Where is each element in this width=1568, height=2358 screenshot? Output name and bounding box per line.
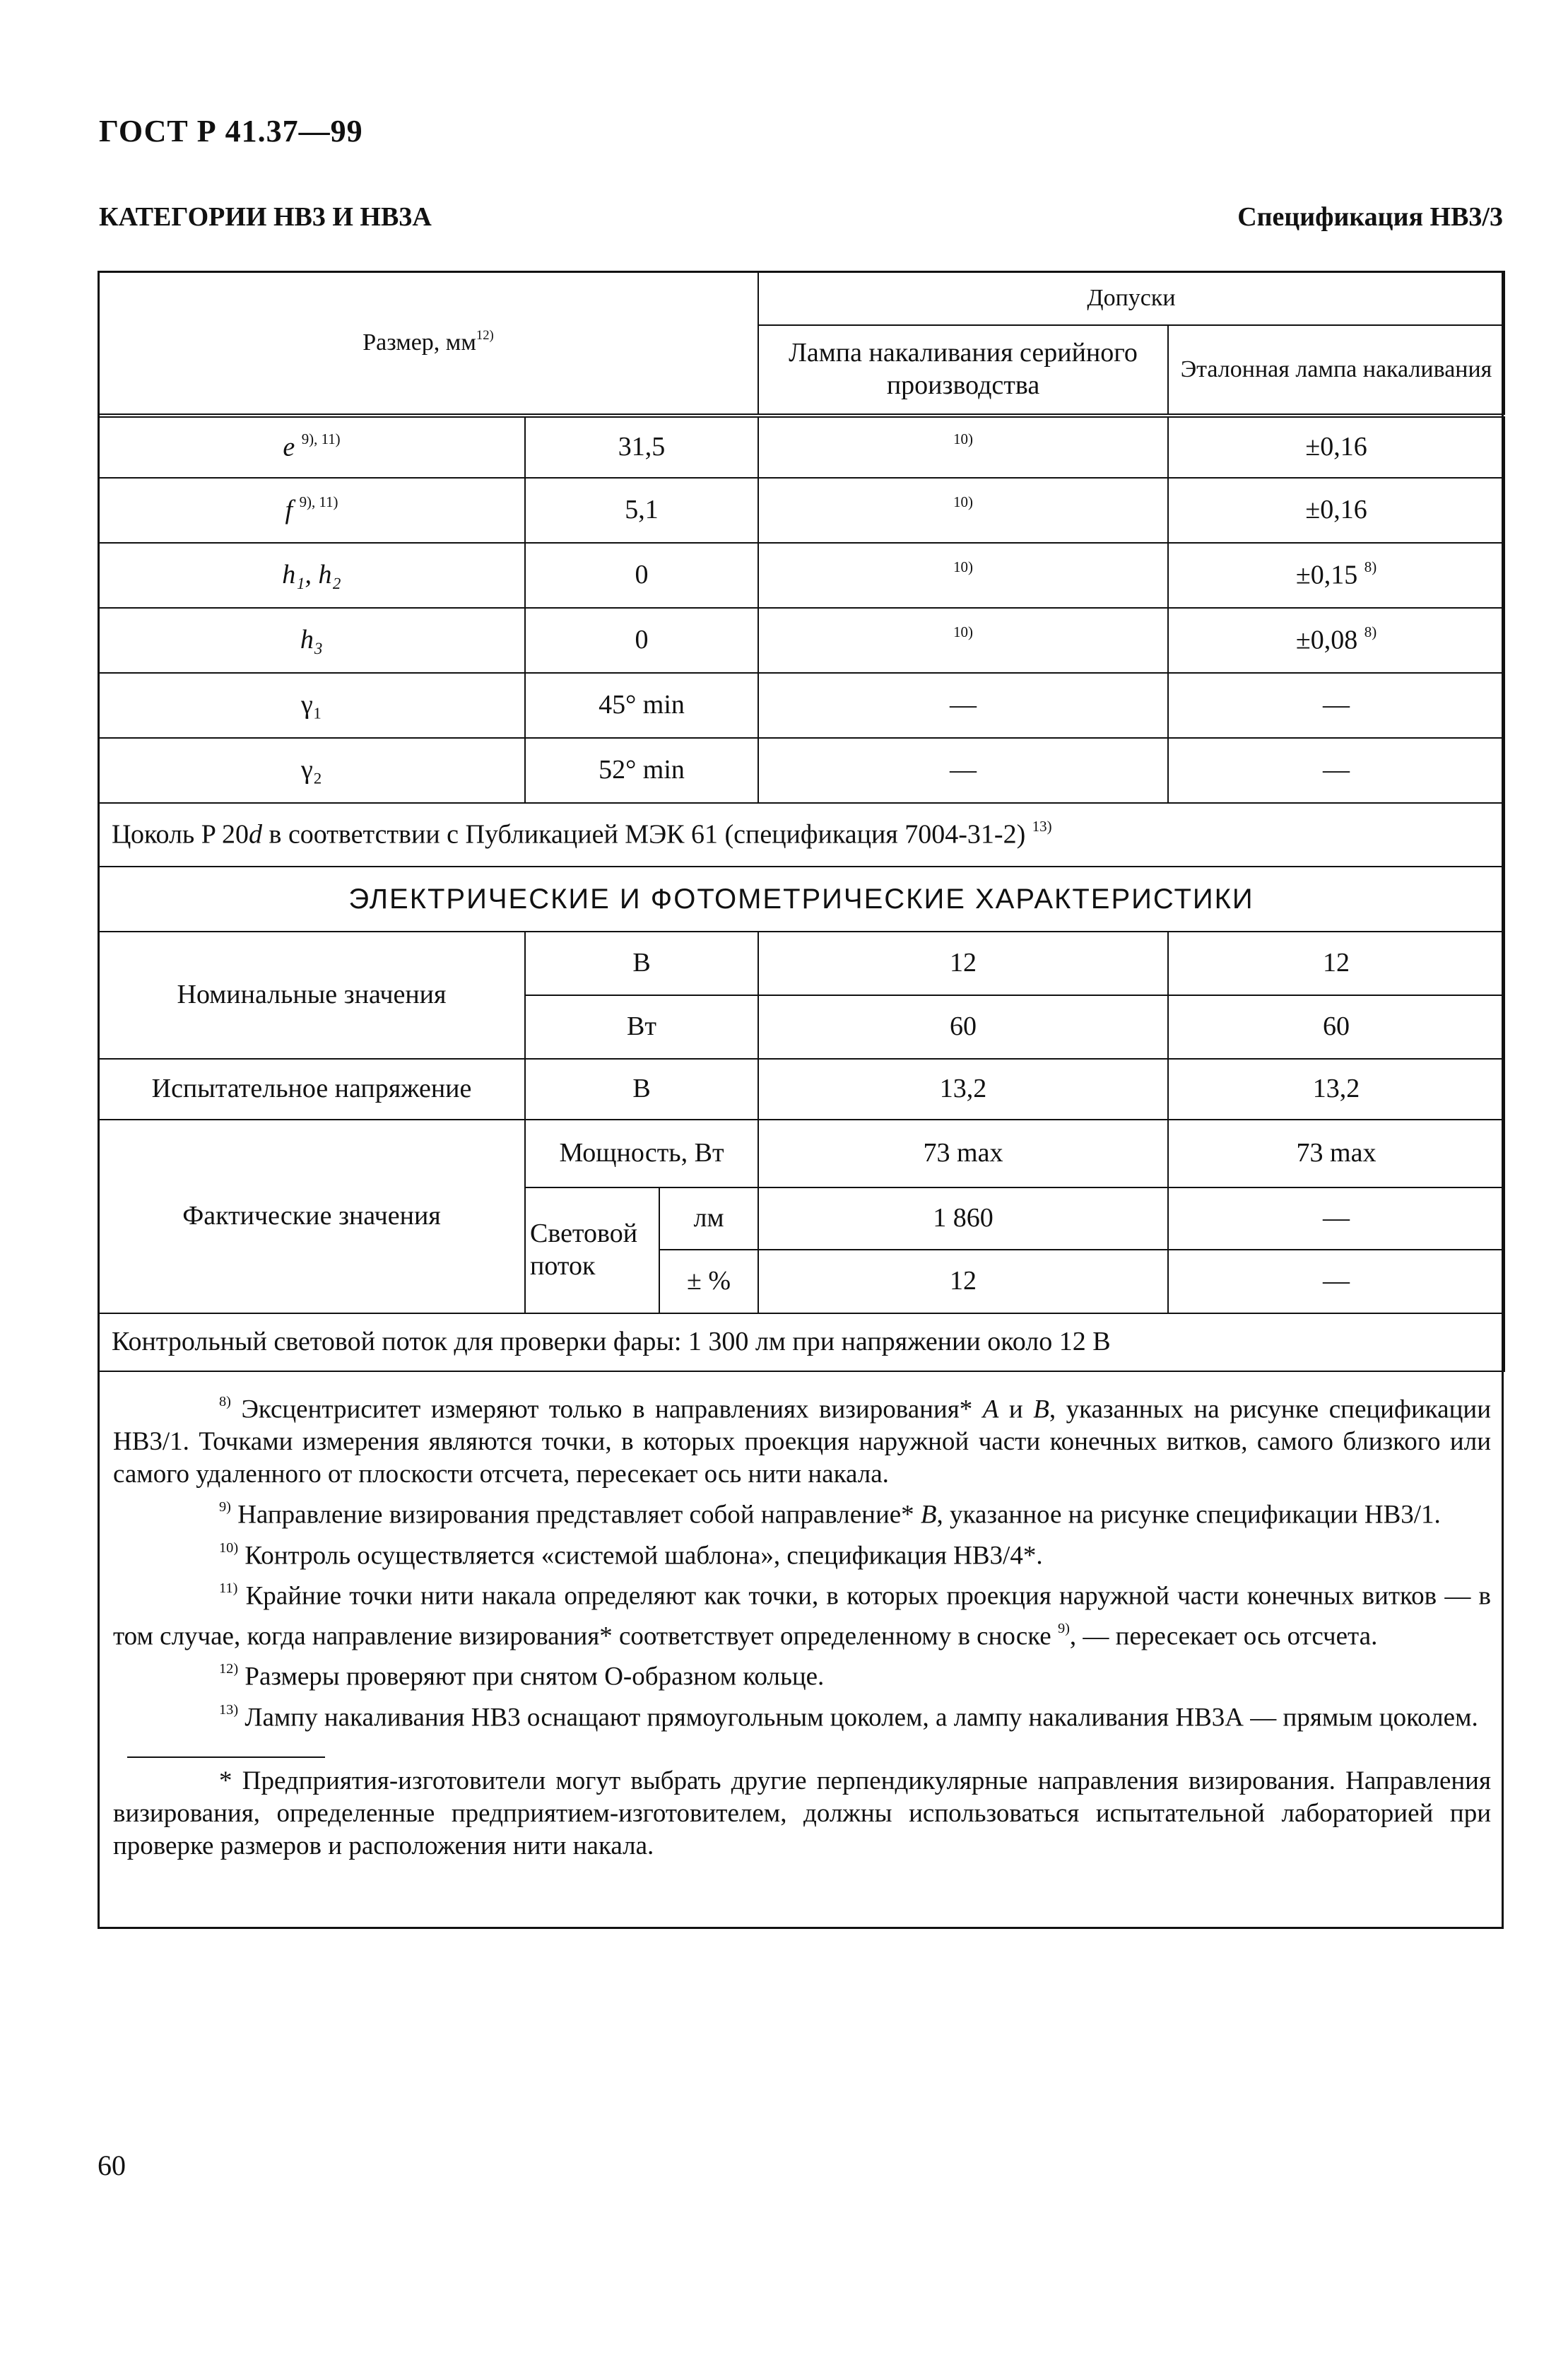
serial-tolerance: 10) <box>758 543 1168 608</box>
flux-pct-reference: — <box>1168 1250 1504 1313</box>
dimension-value: 52° min <box>525 738 758 803</box>
test-voltage-unit: В <box>525 1059 758 1120</box>
document-title: ГОСТ Р 41.37—99 <box>99 114 363 148</box>
nominal-v-unit: В <box>525 932 758 995</box>
star-footnote: * Предприятия-изготовители могут выбрать другие перпендикулярные направления визирования. Направления визирования, определенные предприятием-изготовителем, должны использоваться испытательной лабораторией при проверке размеров и расположения нити накала. <box>113 1766 1491 1860</box>
table-row <box>98 738 1504 803</box>
dimension-name: h₁, h₂ <box>98 543 525 608</box>
footnote-11: $^{11)}$ Крайние точки нити накала определяют как точки, в которых проекция наружной части конечных витков — в том случае, когда направление визирования* соответствует определенному в сноске $^{9)}$, — пересекает ось отсчета. <box>113 1580 1491 1651</box>
dimension-name: e $^{9), 11)}$ <box>98 416 525 478</box>
table-row <box>98 543 1504 608</box>
serial-lamp-header: Лампа накаливания серийного производства <box>758 325 1168 416</box>
flux-lm-serial: 1 860 <box>758 1187 1168 1250</box>
reference-tolerance: ±0,16 <box>1168 478 1504 543</box>
dimension-value: 0 <box>525 543 758 608</box>
nominal-v-serial: 12 <box>758 932 1168 995</box>
dimension-value: 0 <box>525 608 758 673</box>
dimension-name: γ₂ <box>98 738 525 803</box>
dimension-name: f $^{9), 11)}$ <box>98 478 525 543</box>
serial-tolerance: — <box>758 738 1168 803</box>
flux-lm-reference: — <box>1168 1187 1504 1250</box>
tolerances-header: Допуски <box>758 271 1504 325</box>
power-reference: 73 max <box>1168 1120 1504 1187</box>
control-flux-row <box>98 1313 1504 1371</box>
table-row <box>98 608 1504 673</box>
flux-pct-unit: ± % <box>659 1250 758 1313</box>
table-row <box>98 416 1504 478</box>
nominal-v-reference: 12 <box>1168 932 1504 995</box>
dimension-value: 5,1 <box>525 478 758 543</box>
nominal-w-reference: 60 <box>1168 995 1504 1059</box>
power-serial: 73 max <box>758 1120 1168 1187</box>
serial-tolerance: — <box>758 673 1168 738</box>
reference-tolerance: — <box>1168 673 1504 738</box>
test-voltage-serial: 13,2 <box>758 1059 1168 1120</box>
table-row <box>98 932 1504 995</box>
category-heading: КАТЕГОРИИ НВ3 И НВ3А <box>99 202 432 232</box>
section-row <box>98 867 1504 932</box>
reference-lamp-header: Эталонная лампа накаливания <box>1168 325 1504 416</box>
cap-row <box>98 803 1504 867</box>
dimension-name: γ₁ <box>98 673 525 738</box>
reference-tolerance: ±0,15 $^{8)}$ <box>1168 543 1504 608</box>
footnote-12: $^{12)}$ Размеры проверяют при снятом О-образном кольце. <box>219 1661 825 1691</box>
flux-lm-unit: лм <box>659 1187 758 1250</box>
nominal-w-serial: 60 <box>758 995 1168 1059</box>
serial-tolerance: 10) <box>758 416 1168 478</box>
table-header-row <box>98 271 1504 325</box>
control-flux-text: Контрольный световой поток для проверки фары: 1 300 лм при напряжении около 12 В <box>98 1313 1504 1371</box>
footnote-divider <box>127 1756 325 1758</box>
table-row <box>98 1120 1504 1187</box>
footnote-9: $^{9)}$ Направление визирования представляет собой направление* B, указанное на рисунке спецификации НВ3/1. <box>219 1499 1441 1530</box>
actual-label: Фактические значения <box>98 1120 525 1313</box>
footnote-10: $^{10)}$ Контроль осуществляется «системой шаблона», спецификация НВ3/4*. <box>219 1539 1043 1570</box>
spec-table <box>98 271 1505 1372</box>
footnote-8: $^{8)}$ Эксцентриситет измеряют только в направлениях визирования* A и B, указанных на рисунке спецификации НВ3/1. Точками измерения являются точки, в которых проекция наружной части конечных витков, самого близкого или самого удаленного от плоскости отсчета, пересекает ось нити накала. <box>113 1394 1491 1489</box>
reference-tolerance: ±0,08 $^{8)}$ <box>1168 608 1504 673</box>
dimension-name: h₃ <box>98 608 525 673</box>
size-header: Размер, $мм^{12)}$ <box>98 271 758 416</box>
section-title: ЭЛЕКТРИЧЕСКИЕ И ФОТОМЕТРИЧЕСКИЕ ХАРАКТЕРИСТИКИ <box>98 867 1504 932</box>
flux-pct-serial: 12 <box>758 1250 1168 1313</box>
reference-tolerance: — <box>1168 738 1504 803</box>
reference-tolerance: ±0,16 <box>1168 416 1504 478</box>
table-row <box>98 1059 1504 1120</box>
test-voltage-reference: 13,2 <box>1168 1059 1504 1120</box>
nominal-label: Номинальные значения <box>98 932 525 1059</box>
nominal-w-unit: Вт <box>525 995 758 1059</box>
serial-tolerance: 10) <box>758 478 1168 543</box>
power-label: Мощность, Вт <box>525 1120 758 1187</box>
spec-heading: Спецификация НВ3/3 <box>1237 202 1503 232</box>
page-number: 60 <box>98 2149 126 2181</box>
cap-description: Цоколь P 20d в соответствии с Публикацией МЭК 61 (спецификация 7004-31-2) $^{13)}$ <box>98 803 1504 867</box>
flux-label: Световой поток <box>525 1187 659 1313</box>
test-voltage-label: Испытательное напряжение <box>98 1059 525 1120</box>
serial-tolerance: 10) <box>758 608 1168 673</box>
size-note: 12) <box>476 328 494 344</box>
dimension-value: 45° min <box>525 673 758 738</box>
footnote-13: $^{13)}$ Лампу накаливания НВ3 оснащают прямоугольным цоколем, а лампу накаливания НВ3А — прямым цоколем. <box>219 1701 1478 1732</box>
table-row <box>98 478 1504 543</box>
footnotes <box>113 1385 1491 1863</box>
table-row <box>98 673 1504 738</box>
dimension-value: 31,5 <box>525 416 758 478</box>
